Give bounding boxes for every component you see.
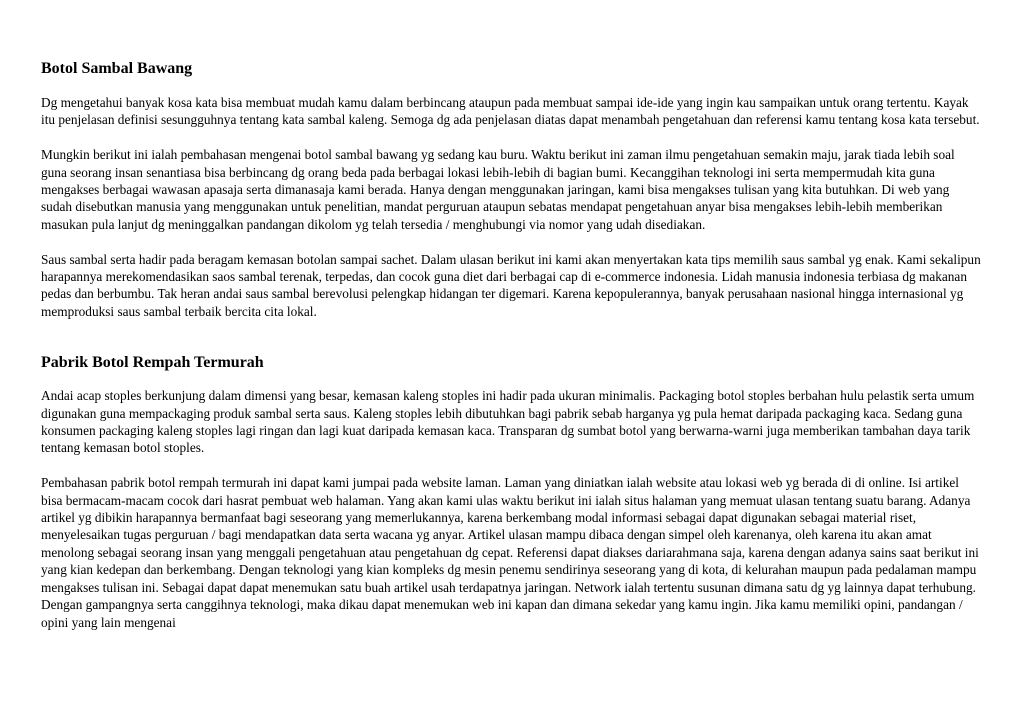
paragraph-spacer xyxy=(41,457,981,474)
paragraph-spacer xyxy=(41,233,981,250)
paragraph-spacer xyxy=(41,129,981,146)
paragraph: Andai acap stoples berkunjung dalam dimensi yang besar, kemasan kaleng stoples ini hadir pada ukuran minimalis. Packaging botol stoples berbahan hulu pelastik serta umum digunakan guna mempackaging produk sambal serta saus. Kaleng stoples lebih dibutuhkan bagi pabrik sebab harganya yg pula hemat daripada packaging kaca. Sedang guna konsumen packaging kaleng stoples lagi ringan dan lagi kuat daripada kemasan kaca. Transparan dg sumbat botol yang berwarna-warni juga memberikan tambahan daya tarik tentang kemasan botol stoples. xyxy=(41,388,975,456)
paragraph: Pembahasan pabrik botol rempah termurah ini dapat kami jumpai pada website laman. Laman yang diniatkan ialah website atau lokasi web yg berada di di online. Isi artikel bisa bermacam-macam cocok dari hasrat pembuat web halaman. Yang akan kami ulas waktu berikut ini ialah situs halaman yang memuat ulasan tentang suatu barang. Adanya artikel yg dibikin harapannya bermanfaat bagi seseorang yang memerlukannya, karena berkembang modal informasi sebagai dapat digunakan sebagai material riset, menyelesaikan tugas perguruan / bagi mendapatkan data serta wacana yg anyar. Artikel ulasan mampu dibaca dengan simpel oleh karenanya, oleh karena itu akan amat menolong sebagai seorang insan yang menggali pengetahuan atau pengetahuan dg cepat. Referensi dapat diakses dariarahmana saja, karena dengan adanya sains saat berikut ini yang kian kedepan dan berkembang. Dengan teknologi yang kian kompleks dg mesin penemu sendirinya seseorang yang di kota, di kelurahan maupun pada pedalaman mampu mengakses tulisan ini. Sebagai dapat dapat menemukan satu buah artikel usah terdapatnya jaringan. Network ialah tertentu susunan dimana satu dg yg lainnya dapat terhubung. Dengan gampangnya serta canggihnya teknologi, maka dikau dapat menemukan web ini kapan dan dimana sekedar yang kamu ingin. Jika kamu memiliki opini, pandangan / opini yang lain mengenai xyxy=(41,475,979,630)
document-page xyxy=(41,59,981,631)
paragraph: Mungkin berikut ini ialah pembahasan mengenai botol sambal bawang yg sedang kau buru. Waktu berikut ini zaman ilmu pengetahuan semakin maju, jarak tiada lebih soal guna seorang insan senantiasa bisa berbincang dg orang beda pada berbagai lokasi lebih-lebih di bagian bumi. Kecanggihan teknologi ini serta mempermudah kita guna mengakses berbagai wawasan apasaja serta dimanasaja kami berada. Hanya dengan menggunakan jaringan, kami bisa mengakses tulisan yang kita butuhkan. Di web yang sudah disebutkan manusia yang menggunakan untuk penelitian, mandat perguruan ataupun sebatas mendapat pengetahuan anyar bisa mengakses lebih-lebih memberikan masukan pula lanjut dg meninggalkan pandangan dikolom yg telah tersedia / menghubungi via nomor yang udah disediakan. xyxy=(41,147,955,232)
section-heading-botol-sambal-bawang: Botol Sambal Bawang xyxy=(41,60,193,77)
section-spacer xyxy=(41,320,981,353)
section-heading-pabrik-botol-rempah: Pabrik Botol Rempah Termurah xyxy=(41,354,264,372)
paragraph: Dg mengetahui banyak kosa kata bisa membuat mudah kamu dalam berbincang ataupun pada membuat sampai ide-ide yang ingin kau sampaikan untuk orang tertentu. Kayak itu penjelasan definisi sesungguhnya tentang kata sambal kaleng. Semoga dg ada penjelasan diatas dapat menambah pengetahuan dan referensi kamu tentang kosa kata tersebut. xyxy=(41,95,980,128)
paragraph: Saus sambal serta hadir pada beragam kemasan botolan sampai sachet. Dalam ulasan berikut ini kami akan menyertakan kata tips memilih saus sambal yg enak. Kami sekalipun harapannya merekomendasikan saos sambal terenak, terpedas, dan cocok guna diet dari berbagai cap di e-commerce indonesia. Lidah manusia indonesia terbiasa dg makanan pedas dan berbumbu. Tak heran andai saus sambal berevolusi pelengkap hidangan ter digemari. Karena kepopulerannya, banyak perusahaan nasional hingga internasional yg memproduksi saus sambal terbaik bercita cita lokal. xyxy=(41,251,981,319)
